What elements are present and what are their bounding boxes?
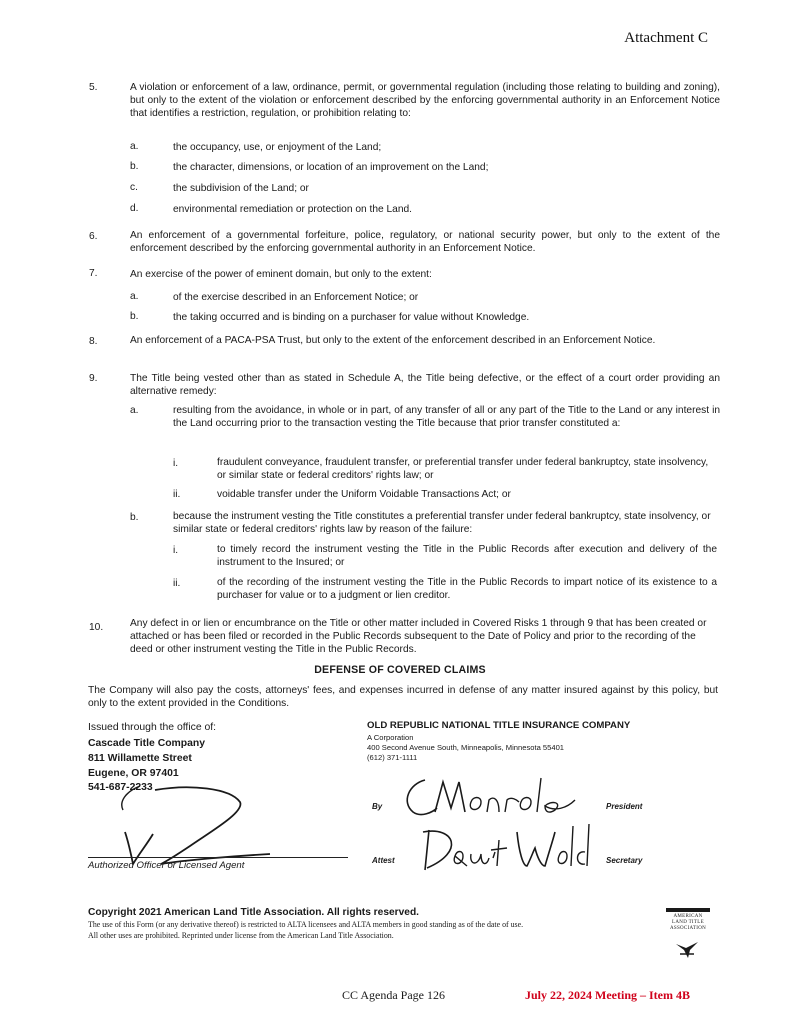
meeting-label: July 22, 2024 Meeting – Item 4B <box>525 988 690 1002</box>
item-5c-text: the subdivision of the Land; or <box>173 183 309 194</box>
defense-heading: DEFENSE OF COVERED CLAIMS <box>314 664 486 676</box>
item-6-number: 6. <box>89 231 98 242</box>
item-9-number: 9. <box>89 373 98 384</box>
item-7a-text: of the exercise described in an Enforcement Notice; or <box>173 292 419 303</box>
by-label: By <box>372 802 383 811</box>
defense-text: The Company will also pay the costs, attorneys' fees, and expenses incurred in defense of any matter insured against by this policy, but only to the extent provided in the Conditions. <box>88 685 718 709</box>
issuer-street: 811 Willamette Street <box>88 753 192 764</box>
issuer-city: Eugene, OR 97401 <box>88 768 179 779</box>
item-10-text: Any defect in or lien or encumbrance on the Title or other matter included in Covered Risks 1 through 9 that has been created or attached or has been filed or recorded in the Public Records subsequent to the Date of Policy and prior to the recording of the deed or other instrument vesting the Title in the Public Records. <box>130 618 707 655</box>
copyright-line-1: The use of this Form (or any derivative thereof) is restricted to ALTA licensees and ALTA members in good standing as of the date of use. <box>88 920 524 929</box>
item-7-number: 7. <box>89 268 98 279</box>
item-7b-text: the taking occurred and is binding on a purchaser for value without Knowledge. <box>173 312 530 323</box>
copyright-line-2: All other uses are prohibited. Reprinted under license from the American Land Title Association. <box>88 931 394 940</box>
item-5-text: A violation or enforcement of a law, ordinance, permit, or governmental regulation (including those relating to building and zoning), but only to the extent of the violation or enforcement described by the enforcing governmental authority in an Enforcement Notice that identifies a restriction, regulation, or prohibition relating to: <box>130 82 720 119</box>
item-5b-text: the character, dimensions, or location of an improvement on the Land; <box>173 162 489 173</box>
item-5d-text: environmental remediation or protection on the Land. <box>173 204 412 215</box>
item-8-number: 8. <box>89 336 98 347</box>
item-9b-ii-text: of the recording of the instrument vesting the Title in the Public Records to impart notice of its existence to a purchaser for value or to a judgment or lien creditor. <box>217 577 717 601</box>
agenda-page: CC Agenda Page 126 <box>342 988 445 1002</box>
agent-signature-line <box>88 857 348 858</box>
item-9a-text: resulting from the avoidance, in whole or in part, of any transfer of all or any part of the Title to the Land or any interest in the Land occurring prior to the transaction vesting the Title because that prior transfer constituted a: <box>173 405 720 429</box>
alta-eagle-icon <box>674 938 700 960</box>
item-7-text: An exercise of the power of eminent domain, but only to the extent: <box>130 269 432 280</box>
copyright-title: Copyright 2021 American Land Title Association. All rights reserved. <box>88 907 419 918</box>
item-5-number: 5. <box>89 82 98 93</box>
item-9a-letter: a. <box>130 405 139 416</box>
item-6-text: An enforcement of a governmental forfeiture, police, regulatory, or national security power, but only to the extent of the enforcement described by the enforcing governmental authority in an Enforcement Notice. <box>130 230 720 254</box>
item-5d-letter: d. <box>130 203 139 214</box>
item-5c-letter: c. <box>130 182 138 193</box>
alta-logo-line-2: LAND TITLE <box>672 920 704 925</box>
issuer-name: Cascade Title Company <box>88 738 206 749</box>
item-5a-text: the occupancy, use, or enjoyment of the Land; <box>173 142 382 153</box>
item-7a-letter: a. <box>130 291 139 302</box>
item-9a-ii-roman: ii. <box>173 489 181 500</box>
item-8-text: An enforcement of a PACA-PSA Trust, but only to the extent of the enforcement described in an Enforcement Notice. <box>130 335 656 346</box>
company-name: OLD REPUBLIC NATIONAL TITLE INSURANCE COMPANY <box>367 720 631 731</box>
item-9b-i-text: to timely record the instrument vesting the Title in the Public Records after execution and delivery of the instrument to the Insured; or <box>217 544 717 568</box>
president-signature <box>395 772 585 822</box>
secretary-signature <box>415 822 605 878</box>
item-9b-letter: b. <box>130 512 139 523</box>
item-10-number: 10. <box>89 622 104 633</box>
secretary-label: Secretary <box>606 856 643 865</box>
item-9a-i-roman: i. <box>173 458 179 469</box>
alta-logo-line-1: AMERICAN <box>673 914 703 919</box>
company-type: A Corporation <box>367 733 414 742</box>
item-9b-ii-roman: ii. <box>173 578 181 589</box>
item-5b-letter: b. <box>130 161 139 172</box>
issuer-intro: Issued through the office of: <box>88 722 217 733</box>
attachment-label: Attachment C <box>624 30 708 46</box>
item-9a-i-text: fraudulent conveyance, fraudulent transfer, or preferential transfer under federal bankruptcy, state insolvency, or similar state or federal creditors' rights law; or <box>217 457 709 481</box>
item-9-text: The Title being vested other than as stated in Schedule A, the Title being defective, or the effect of a court order providing an alternative remedy: <box>130 373 720 397</box>
item-5a-letter: a. <box>130 141 139 152</box>
company-address: 400 Second Avenue South, Minneapolis, Minnesota 55401 <box>367 743 565 752</box>
president-label: President <box>606 802 643 811</box>
issuer-phone: 541-687-2233 <box>88 782 153 793</box>
item-7b-letter: b. <box>130 311 139 322</box>
item-9b-i-roman: i. <box>173 545 179 556</box>
alta-logo-text <box>664 914 712 932</box>
alta-logo-line-3: ASSOCIATION <box>669 926 707 931</box>
item-9a-ii-text: voidable transfer under the Uniform Voidable Transactions Act; or <box>217 489 511 500</box>
company-phone: (612) 371-1111 <box>367 753 418 762</box>
attest-label: Attest <box>372 856 395 865</box>
item-9b-text: because the instrument vesting the Title constitutes a preferential transfer under federal bankruptcy, state insolvency, or similar state or federal creditors' rights law by reason of the failure: <box>173 511 711 535</box>
agent-label: Authorized Officer or Licensed Agent <box>88 860 245 871</box>
alta-logo-bar <box>666 908 710 912</box>
